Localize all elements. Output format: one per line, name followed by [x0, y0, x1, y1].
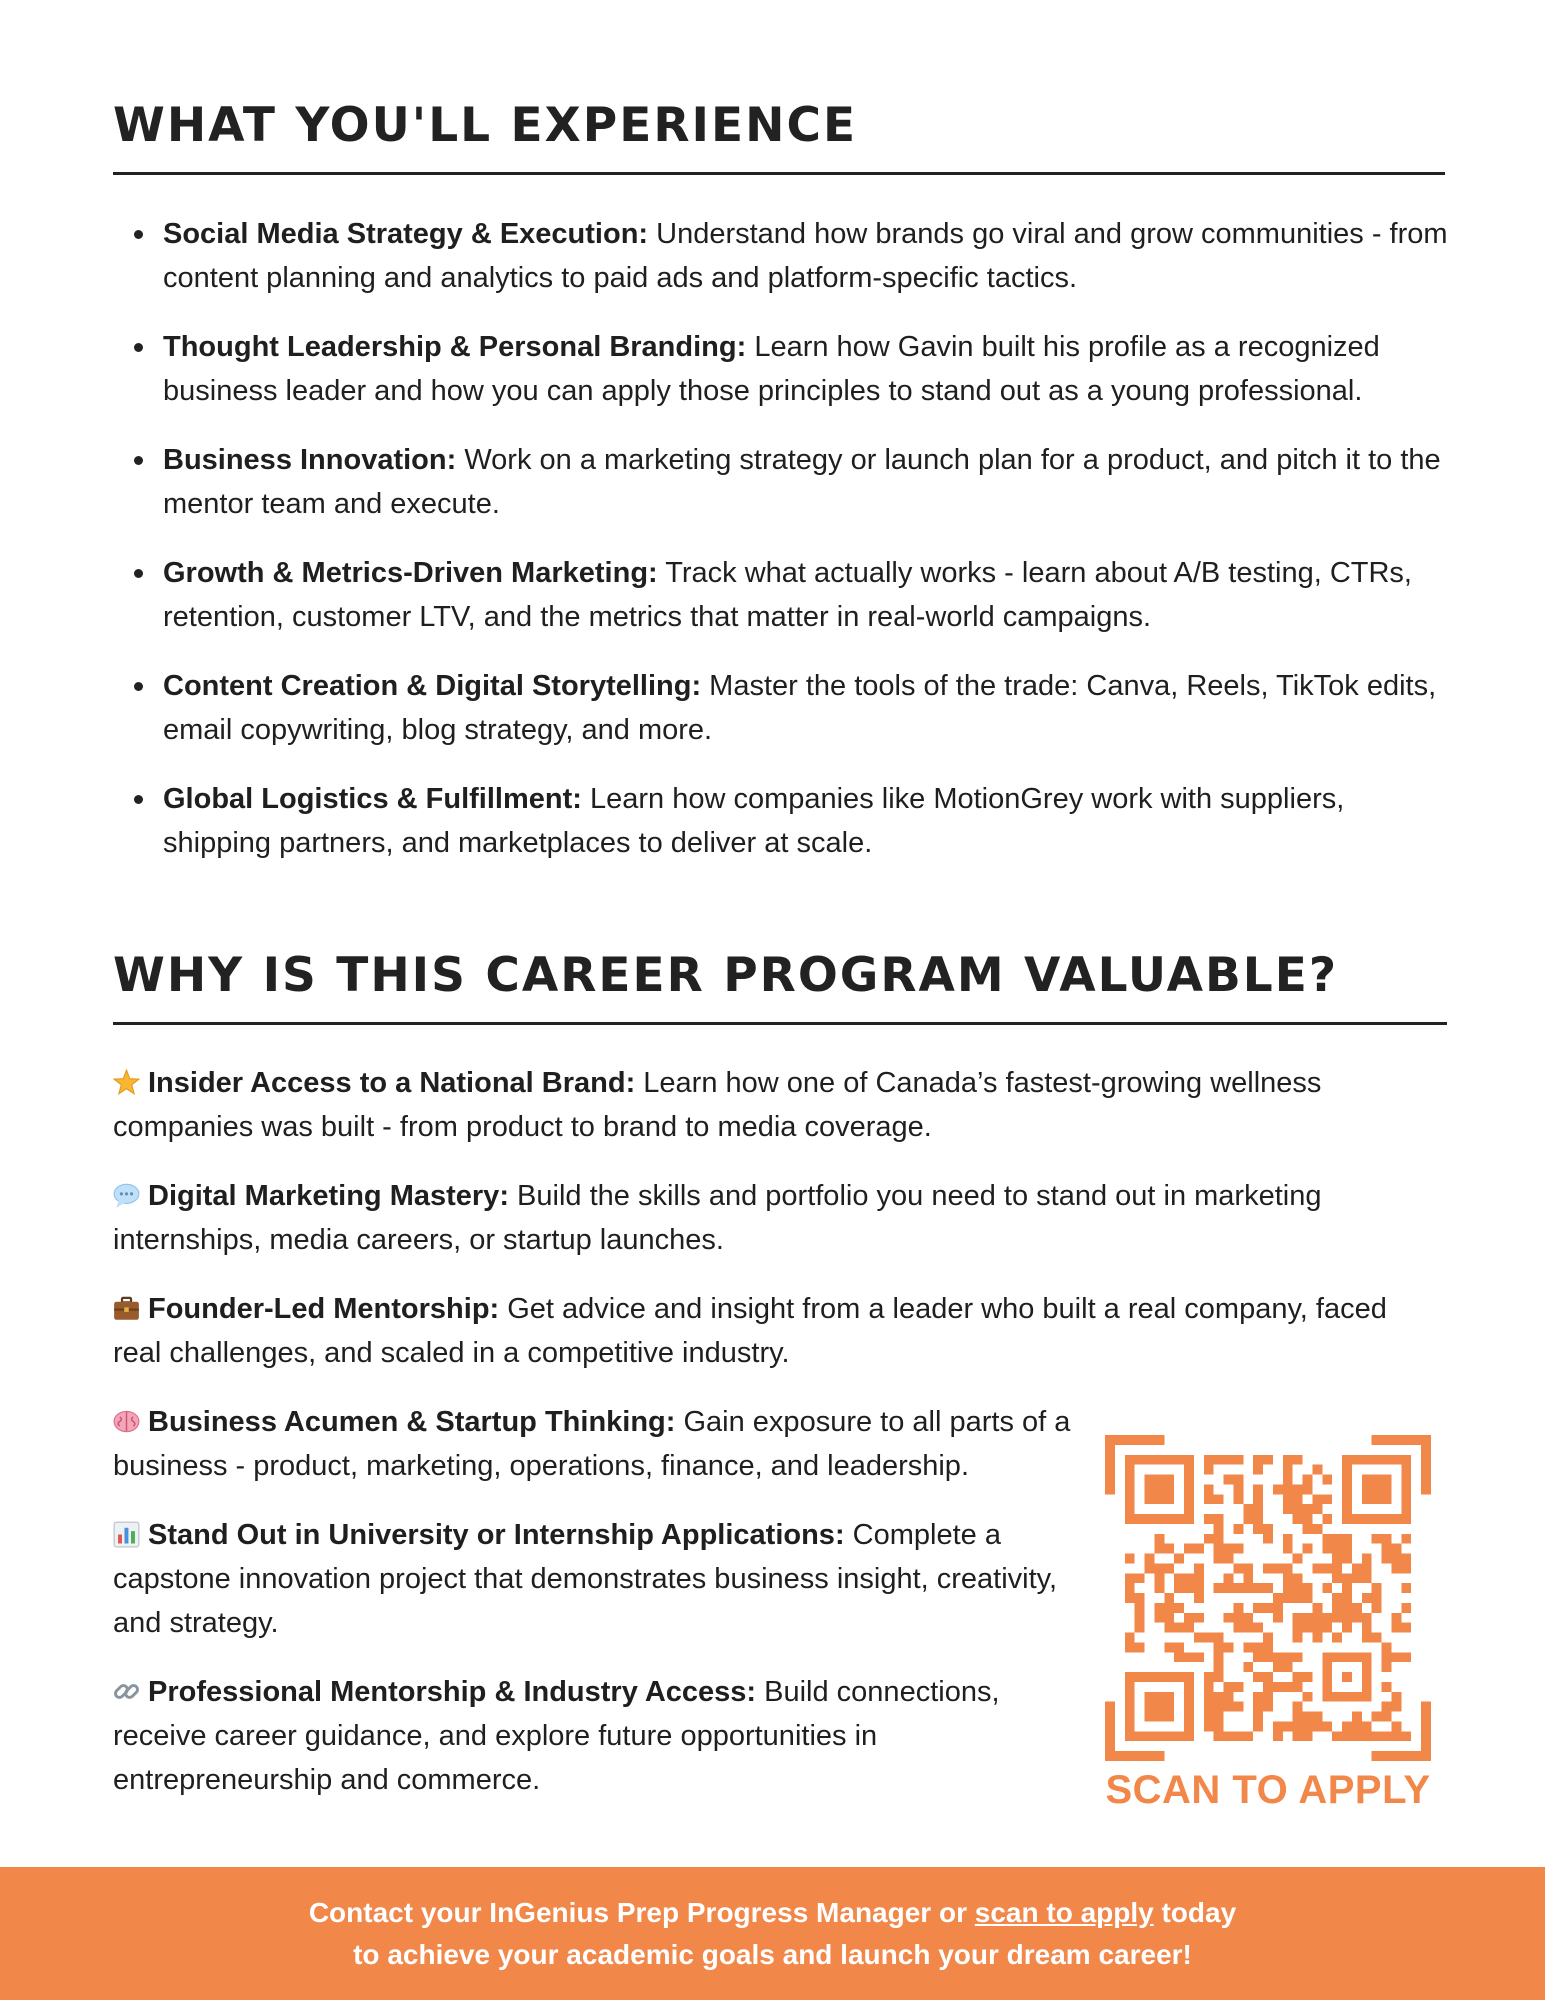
qr-code[interactable]: [1105, 1435, 1431, 1761]
footer-line-2: to achieve your academic goals and launch your dream career!: [353, 1938, 1192, 1970]
value-item: [113, 1670, 1073, 1802]
value-item: [113, 1513, 1073, 1645]
value-item: [113, 1287, 1433, 1375]
experience-item-text: Understand how brands go viral and grow communities - from content planning and analytics to paid ads and platform-specific tactics.: [163, 218, 1448, 294]
experience-item: [130, 438, 1450, 526]
experience-item: [130, 325, 1450, 413]
value-item-text: Learn how one of Canada’s fastest-growing wellness companies was built - from product to brand to media coverage.: [113, 1067, 1322, 1143]
experience-item: [130, 664, 1450, 752]
experience-item-text: Track what actually works - learn about A/B testing, CTRs, retention, customer LTV, and the metrics that matter in real-world campaigns.: [163, 557, 1412, 633]
value-item-text: Gain exposure to all parts of a business - product, marketing, operations, finance, and leadership.: [113, 1406, 1071, 1482]
experience-list: [130, 212, 1450, 890]
value-item-text: Build connections, receive career guidance, and explore future opportunities in entrepreneurship and commerce.: [113, 1676, 1000, 1796]
experience-item-title: Growth & Metrics-Driven Marketing:: [163, 557, 658, 589]
value-heading: WHY IS THIS CAREER PROGRAM VALUABLE?: [113, 948, 1339, 1003]
star-icon: [113, 1069, 140, 1096]
briefcase-icon: [113, 1295, 140, 1322]
experience-item-text: Learn how Gavin built his profile as a recognized business leader and how you can apply those principles to stand out as a young professional.: [163, 331, 1380, 407]
experience-item-text: Work on a marketing strategy or launch plan for a product, and pitch it to the mentor team and execute.: [163, 444, 1441, 520]
experience-item-title: Social Media Strategy & Execution:: [163, 218, 649, 250]
footer-line-1: [309, 1892, 1236, 1934]
bullet-icon: [134, 343, 143, 352]
value-item-text: Complete a capstone innovation project that demonstrates business insight, creativity, and strategy.: [113, 1519, 1058, 1639]
experience-heading: WHAT YOU'LL EXPERIENCE: [113, 98, 858, 153]
speech-bubble-icon: [113, 1182, 140, 1209]
brain-icon: [113, 1408, 140, 1435]
link-icon: [113, 1678, 140, 1705]
experience-item: [130, 212, 1450, 300]
value-item: [113, 1400, 1073, 1488]
footer-banner: [0, 1867, 1545, 2000]
value-item-title: Founder-Led Mentorship:: [148, 1293, 500, 1325]
scan-to-apply-label: SCAN TO APPLY: [1105, 1768, 1431, 1812]
bullet-icon: [134, 569, 143, 578]
value-item-title: Business Acumen & Startup Thinking:: [148, 1406, 676, 1438]
bullet-icon: [134, 456, 143, 465]
footer-text: Contact your InGenius Prep Progress Manager or: [308, 1896, 975, 1928]
experience-item: [130, 777, 1450, 865]
experience-divider: [113, 172, 1445, 175]
bullet-icon: [134, 795, 143, 804]
qr-code-image: [1105, 1435, 1431, 1761]
scan-to-apply-link[interactable]: scan to apply: [974, 1896, 1154, 1928]
value-item-text: Get advice and insight from a leader who built a real company, faced real challenges, and scaled in a competitive industry.: [113, 1293, 1387, 1369]
value-item: [113, 1174, 1433, 1262]
value-item-title: Stand Out in University or Internship Applications:: [148, 1519, 845, 1551]
experience-item-text: Master the tools of the trade: Canva, Reels, TikTok edits, email copywriting, blog strategy, and more.: [163, 670, 1437, 746]
value-divider: [113, 1022, 1447, 1025]
experience-item-title: Thought Leadership & Personal Branding:: [163, 331, 747, 363]
bar-chart-icon: [113, 1521, 140, 1548]
experience-item-text: Learn how companies like MotionGrey work with suppliers, shipping partners, and marketplaces to deliver at scale.: [163, 783, 1345, 859]
bullet-icon: [134, 682, 143, 691]
bullet-icon: [134, 230, 143, 239]
experience-item-title: Business Innovation:: [163, 444, 457, 476]
footer-text: today: [1153, 1896, 1237, 1928]
value-item-title: Digital Marketing Mastery:: [148, 1180, 509, 1212]
experience-item: [130, 551, 1450, 639]
value-item-title: Professional Mentorship & Industry Access:: [148, 1676, 757, 1708]
experience-item-title: Global Logistics & Fulfillment:: [163, 783, 582, 815]
experience-item-title: Content Creation & Digital Storytelling:: [163, 670, 702, 702]
value-item-text: Build the skills and portfolio you need to stand out in marketing internships, media careers, or startup launches.: [113, 1180, 1322, 1256]
value-item-title: Insider Access to a National Brand:: [148, 1067, 636, 1099]
value-item: [113, 1061, 1433, 1149]
